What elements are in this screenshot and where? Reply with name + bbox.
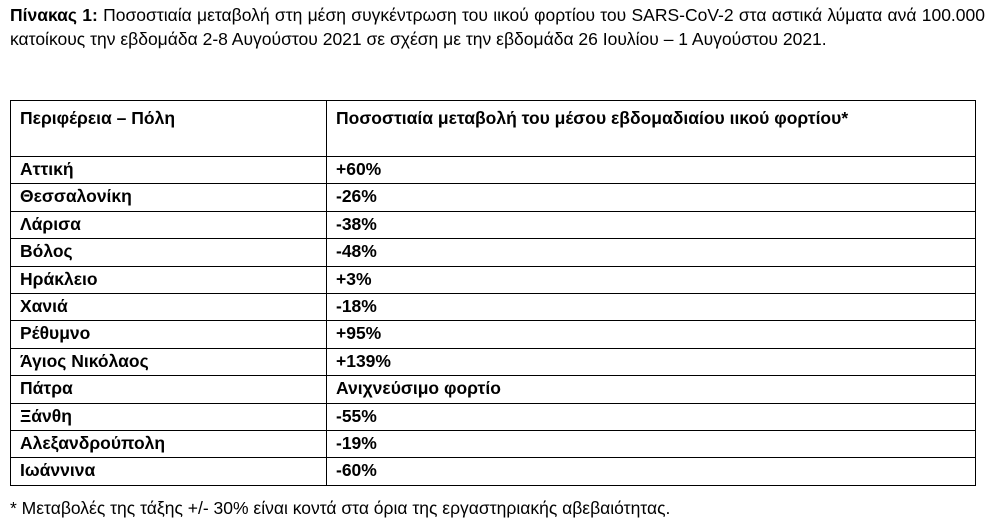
change-cell: -19% (327, 430, 976, 457)
table-row (11, 430, 976, 457)
city-cell: Λάρισα (11, 211, 327, 238)
table-row (11, 321, 976, 348)
city-cell: Ξάνθη (11, 403, 327, 430)
change-cell: -55% (327, 403, 976, 430)
city-cell: Πάτρα (11, 376, 327, 403)
header-percent-change: Ποσοστιαία μεταβολή του μέσου εβδομαδιαίου ιικού φορτίου* (327, 101, 976, 157)
caption-text: Ποσοστιαία μεταβολή στη μέση συγκέντρωση του ιικού φορτίου του SARS-CoV-2 στα αστικά λύματα ανά 100.000 κατοίκους την εβδομάδα 2-8 Αυγούστου 2021 σε σχέση με την εβδομάδα 26 Ιουλίου – 1 Αυγούστου 2021. (10, 5, 985, 49)
change-cell: Ανιχνεύσιμο φορτίο (327, 376, 976, 403)
table-row (11, 376, 976, 403)
city-cell: Θεσσαλονίκη (11, 184, 327, 211)
city-cell: Ηράκλειο (11, 266, 327, 293)
table-row (11, 458, 976, 485)
caption-label: Πίνακας 1: (10, 5, 98, 25)
data-table (10, 100, 976, 486)
table-row (11, 266, 976, 293)
header-region-city: Περιφέρεια – Πόλη (11, 101, 327, 157)
change-cell: -18% (327, 293, 976, 320)
table-row (11, 293, 976, 320)
table-row (11, 403, 976, 430)
city-cell: Χανιά (11, 293, 327, 320)
table-row (11, 211, 976, 238)
city-cell: Ρέθυμνο (11, 321, 327, 348)
table-row (11, 239, 976, 266)
city-cell: Βόλος (11, 239, 327, 266)
table-header-row (11, 101, 976, 157)
change-cell: +3% (327, 266, 976, 293)
change-cell: -38% (327, 211, 976, 238)
city-cell: Αττική (11, 157, 327, 184)
change-cell: -48% (327, 239, 976, 266)
city-cell: Αλεξανδρούπολη (11, 430, 327, 457)
table-row (11, 157, 976, 184)
change-cell: +139% (327, 348, 976, 375)
table-row (11, 348, 976, 375)
change-cell: +95% (327, 321, 976, 348)
city-cell: Ιωάννινα (11, 458, 327, 485)
city-cell: Άγιος Νικόλαος (11, 348, 327, 375)
change-cell: +60% (327, 157, 976, 184)
table-caption (10, 4, 985, 51)
change-cell: -26% (327, 184, 976, 211)
table-row (11, 184, 976, 211)
change-cell: -60% (327, 458, 976, 485)
footnote: * Μεταβολές της τάξης +/- 30% είναι κοντά στα όρια της εργαστηριακής αβεβαιότητας. (10, 498, 671, 518)
